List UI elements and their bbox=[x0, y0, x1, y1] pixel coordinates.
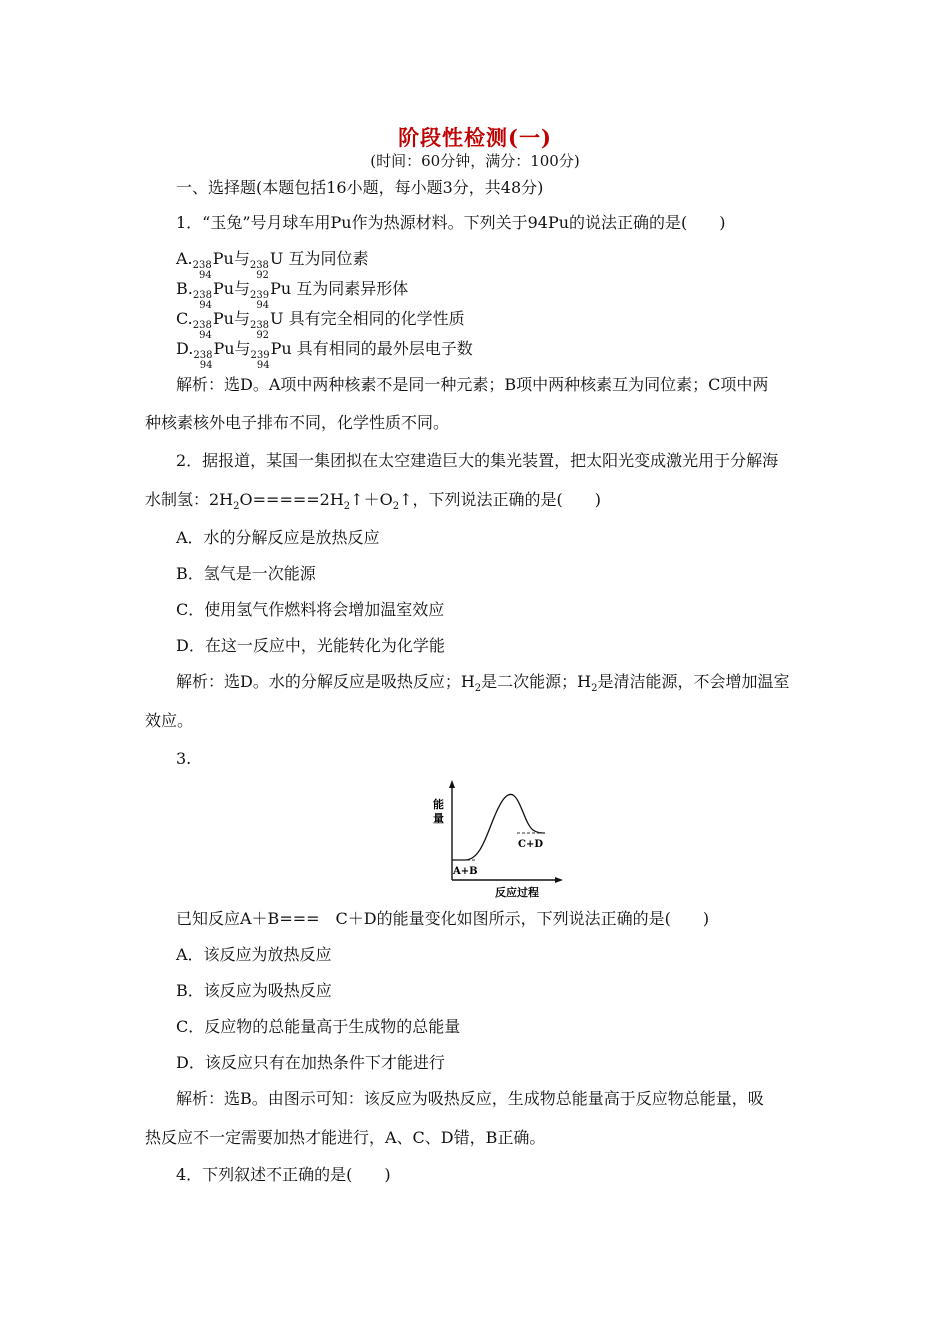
element-symbol: Pu bbox=[212, 309, 234, 328]
subscript: 2 bbox=[474, 683, 482, 695]
element-symbol: Pu bbox=[212, 249, 234, 268]
atomic-number: 92 bbox=[256, 330, 270, 341]
q3-stem: 已知反应A＋B=== C＋D的能量变化如图所示，下列说法正确的是( ) bbox=[176, 909, 710, 928]
q1-option-a bbox=[176, 248, 369, 281]
reactants-label: A+B bbox=[453, 866, 478, 877]
element-symbol: U bbox=[270, 309, 284, 328]
q2-option-d: D．在这一反应中，光能转化为化学能 bbox=[176, 636, 445, 655]
q2-equation-part: O=====2H bbox=[239, 490, 344, 509]
connector: 与 bbox=[234, 279, 251, 298]
atomic-number: 92 bbox=[256, 270, 269, 281]
analysis-part: 是清洁能源，不会增加温室 bbox=[597, 672, 790, 691]
section-heading: 一、选择题(本题包括16小题，每小题3分，共48分) bbox=[176, 178, 544, 197]
option-prefix: D. bbox=[176, 339, 194, 358]
option-prefix: B. bbox=[176, 279, 193, 298]
nuclide bbox=[193, 278, 234, 311]
x-axis-arrow bbox=[555, 877, 563, 883]
q1-option-b bbox=[176, 278, 408, 311]
q1-option-c bbox=[176, 308, 465, 341]
y-axis-arrow bbox=[449, 780, 455, 788]
nuclide bbox=[193, 248, 234, 281]
q3-analysis-line-2: 热反应不一定需要加热才能进行，A、C、D错，B正确。 bbox=[145, 1128, 546, 1147]
q2-stem-line-2 bbox=[145, 489, 601, 518]
mass-number: 238 bbox=[193, 350, 213, 361]
connector: 与 bbox=[233, 309, 250, 328]
nuclide bbox=[250, 248, 284, 281]
x-axis-label: 反应过程 bbox=[495, 886, 539, 899]
option-text: 互为同素异形体 bbox=[296, 279, 409, 298]
option-text: 互为同位素 bbox=[288, 249, 369, 268]
element-symbol: Pu bbox=[270, 339, 292, 358]
nuclide bbox=[251, 338, 292, 371]
q3-option-b: B．该反应为吸热反应 bbox=[176, 981, 332, 1000]
mass-number: 238 bbox=[192, 320, 212, 331]
subscript: 2 bbox=[392, 501, 400, 513]
q2-analysis-line-1 bbox=[176, 671, 790, 700]
subscript: 2 bbox=[343, 501, 351, 513]
nuclide bbox=[193, 308, 234, 341]
element-symbol: Pu bbox=[213, 339, 235, 358]
nuclide bbox=[250, 308, 284, 341]
q3-option-c: C．反应物的总能量高于生成物的总能量 bbox=[176, 1017, 461, 1036]
q2-option-a: A．水的分解反应是放热反应 bbox=[176, 528, 380, 547]
option-prefix: C. bbox=[176, 309, 193, 328]
element-symbol: Pu bbox=[270, 279, 292, 298]
mass-number: 238 bbox=[249, 260, 269, 271]
page-title: 阶段性检测(一) bbox=[398, 125, 552, 150]
q4-stem: 4．下列叙述不正确的是( ) bbox=[176, 1165, 391, 1184]
mass-number: 239 bbox=[250, 350, 270, 361]
element-symbol: Pu bbox=[212, 279, 235, 298]
y-axis-label: 量 bbox=[433, 812, 444, 825]
atomic-number: 94 bbox=[256, 360, 270, 371]
products-label: C+D bbox=[518, 839, 544, 850]
atomic-number: 94 bbox=[199, 270, 212, 281]
atomic-number: 94 bbox=[256, 300, 270, 311]
q2-option-b: B．氢气是一次能源 bbox=[176, 564, 316, 583]
subscript: 2 bbox=[233, 501, 240, 513]
option-prefix: A. bbox=[176, 249, 193, 268]
mass-number: 238 bbox=[192, 260, 212, 271]
q2-stem-line-1: 2．据报道，某国一集团拟在太空建造巨大的集光装置，把太阳光变成激光用于分解海 bbox=[176, 451, 779, 470]
page-subtitle: (时间：60分钟，满分：100分) bbox=[370, 152, 580, 170]
q2-analysis-line-2: 效应。 bbox=[145, 711, 194, 730]
nuclide bbox=[193, 338, 234, 371]
nuclide bbox=[250, 278, 291, 311]
analysis-part: 解析：选D。水的分解反应是吸热反应；H bbox=[176, 672, 475, 691]
q3-option-d: D．该反应只有在加热条件下才能进行 bbox=[176, 1053, 445, 1072]
mass-number: 239 bbox=[250, 290, 270, 301]
q2-equation-part: 水制氢：2H bbox=[145, 490, 234, 509]
subscript: 2 bbox=[591, 683, 598, 695]
atomic-number: 94 bbox=[199, 300, 212, 311]
mass-number: 238 bbox=[249, 320, 270, 331]
q2-option-c: C．使用氢气作燃料将会增加温室效应 bbox=[176, 600, 445, 619]
q1-analysis-line-2: 种核素核外电子排布不同，化学性质不同。 bbox=[145, 413, 450, 432]
q1-option-d bbox=[176, 338, 473, 371]
option-text: 具有相同的最外层电子数 bbox=[296, 339, 473, 358]
energy-diagram bbox=[425, 778, 565, 900]
q2-equation-part: ↑，下列说法正确的是( ) bbox=[399, 490, 601, 509]
energy-curve bbox=[452, 794, 545, 860]
connector: 与 bbox=[233, 249, 250, 268]
y-axis-label: 能 bbox=[433, 798, 444, 811]
q3-analysis-line-1: 解析：选B。由图示可知：该反应为吸热反应，生成物总能量高于反应物总能量，吸 bbox=[176, 1089, 764, 1108]
analysis-part: 是二次能源；H bbox=[481, 672, 592, 691]
q1-analysis-line-1: 解析：选D。A项中两种核素不是同一种元素；B项中两种核素互为同位素；C项中两 bbox=[176, 375, 769, 394]
option-text: 具有完全相同的化学性质 bbox=[288, 309, 465, 328]
q3-option-a: A．该反应为放热反应 bbox=[176, 945, 332, 964]
atomic-number: 94 bbox=[199, 330, 212, 341]
q3-number: 3. bbox=[176, 749, 192, 768]
atomic-number: 94 bbox=[199, 360, 213, 371]
mass-number: 238 bbox=[192, 290, 212, 301]
q2-equation-part: ↑＋O bbox=[350, 490, 393, 509]
element-symbol: U bbox=[269, 249, 284, 268]
connector: 与 bbox=[234, 339, 251, 358]
q1-stem: 1．“玉兔”号月球车用Pu作为热源材料。下列关于94Pu的说法正确的是( ) bbox=[176, 213, 726, 232]
